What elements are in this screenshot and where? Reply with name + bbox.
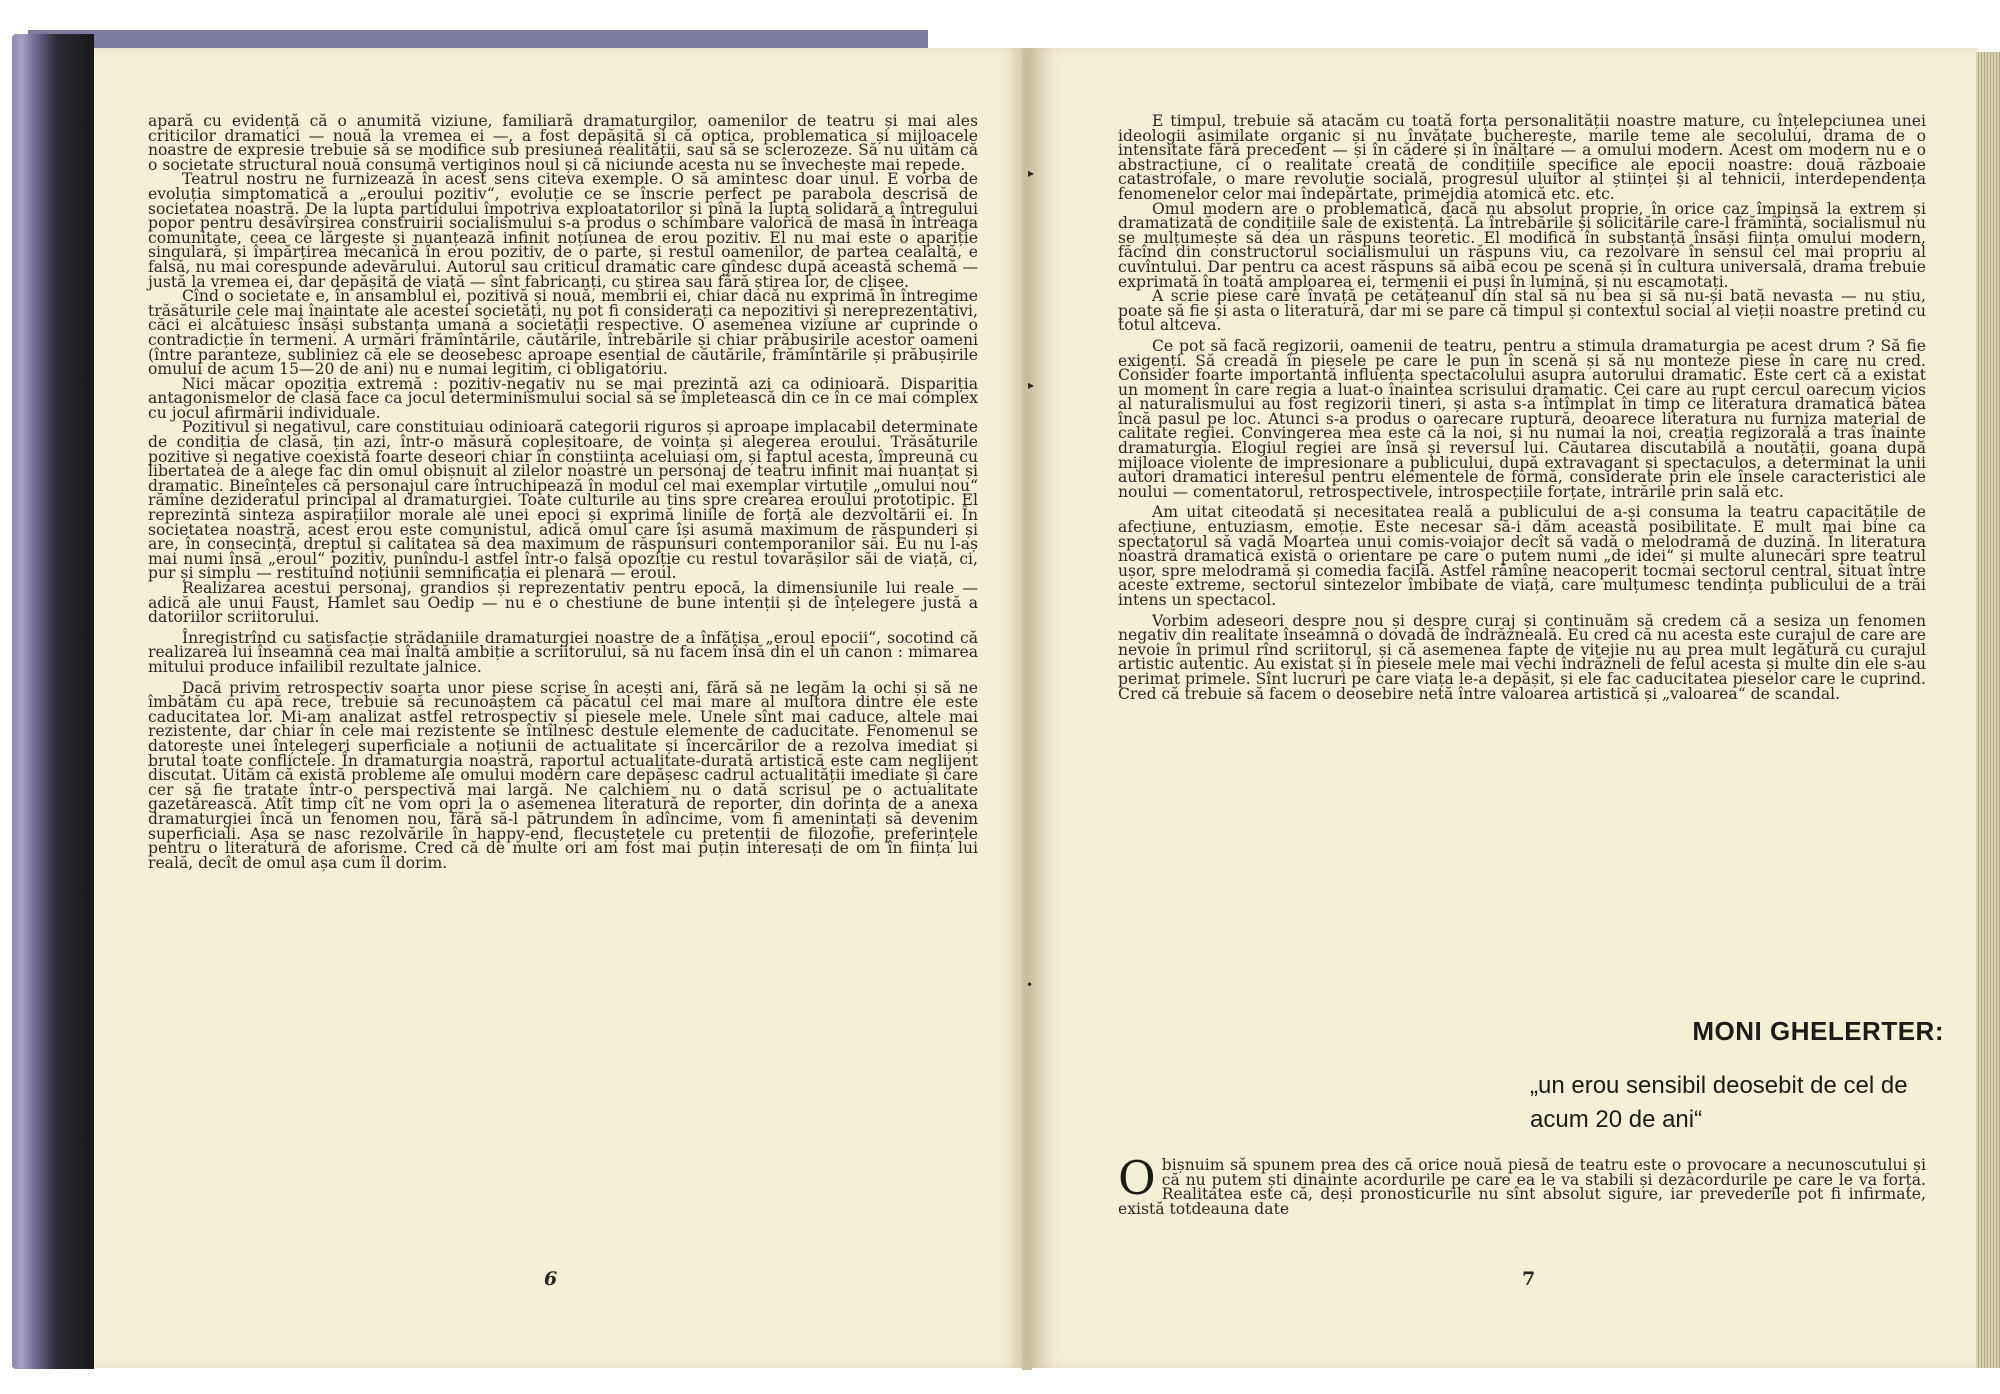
right-paragraph-1: E timpul, trebuie să atacăm cu toată forța personalității noastre mature, cu înțelepciunea unei ideologii asimilate organic și nu învățate bucherește, marile teme ale secolului, drama de o intensitate fără precedent — și în cădere și în înălțare — a omului modern. Acest om modern nu e o abstracțiune, ci o realitate creată de condițiile specifice ale epocii noastre: două războaie catastrofale, o mare revoluție socială, progresul uluitor al științei și al tehnicii, interdependența fenomenelor celor mai îndepărtate, primejdia atomică etc. etc. — [1118, 112, 1926, 203]
right-paragraph-3: A scrie piese care învață pe cetățeanul din stal să nu bea și să nu-și bată nevasta — nu știu, poate să fie și asta o literatură, dar mi se pare că timpul și contextul social al vieții noastre pretind cu totul altceva. — [1118, 287, 1926, 335]
right-page-text — [1118, 114, 1926, 701]
right-paragraph-4: Ce pot să facă regizorii, oamenii de teatru, pentru a stimula dramaturgia pe acest drum ? Să fie exigenți. Să creadă în piesele pe care le pun în scenă și să nu monteze piese în care nu cred. Consider foarte importantă influența spectacolului asupra autorului dramatic. Este cert că a existat un moment în care regia a luat-o înaintea scrisului dramatic. Cei care au rupt cercul oarecum vicios al naturalismului au fost regizorii tineri, și asta s-a întîmplat în timp ce literatura dramatică bătea încă pasul pe loc. Atunci s-a produs o oarecare ruptură, deoarece literatura nu furniza material de calitate regiei. Convingerea mea este că la noi, și nu numai la noi, creația regizorală a tras înainte dramaturgia. Elogiul regiei are însă și reversul lui. Căutarea discutabilă a noutății, goana după mijloace violente de impresionare a publicului, după extravagant și spectaculos, a determinat la unii autori dramatici interesul pentru elementele de formă, considerate prin ele însele caracteristici ale noului — comentatorul, retrospectivele, introspecțiile forțate, intrările prin sală etc. — [1118, 336, 1926, 501]
page-number-right: 7 — [1522, 1268, 1536, 1290]
right-paragraph-6: Vorbim adeseori despre nou și despre curaj și continuăm să credem că a sesiza un fenomen negativ din realitate înseamnă o dovadă de îndrăzneală. Eu cred că nu acesta este curajul de care are nevoie în primul rînd scriitorul, și că asemenea fapte de vitejie nu au prea mult legătură cu curajul artistic autentic. Au existat și în piesele mele mai vechi îndrăzneli de felul acesta și multe din ele s-au perimat primele. Sînt lucruri pe care viața le-a depășit, și ele fac caducitatea pieselor care le cuprind. Cred că trebuie să facem o deosebire netă între valoarea artistică și „valoarea“ de scandal. — [1118, 611, 1926, 703]
left-page — [94, 48, 1024, 1368]
left-paragraph-4: Nici măcar opoziția extremă : pozitiv-negativ nu se mai prezintă azi ca odinioară. Dispariția antagonismelor de clasă face ca jocul determinismului social să se împletească din ce în ce mai complex cu jocul afirmării individuale. — [148, 374, 978, 422]
page-number-left: 6 — [544, 1268, 558, 1290]
left-paragraph-8: Dacă privim retrospectiv soarta unor piese scrise în acești ani, fără să ne legăm la ochi și să ne îmbătăm cu apă rece, trebuie să recunoaștem că păcatul cel mai mare al multora dintre ele este caducitatea lor. Mi-am analizat astfel retrospectiv și piesele mele. Unele sînt mai caduce, altele mai rezistente, dar chiar în cele mai rezistente se întîlnesc destule elemente de caducitate. Fenomenul se datorește unei înțelegeri superficiale a noțiunii de actualitate și încercărilor de a rezolva imediat și brutal toate conflictele. În dramaturgia noastră, raportul actualitate-durată artistică este cam neglijent discutat. Uităm că există probleme ale omului modern care depășesc cadrul actualității imediate și care cer să fie tratate într-o perspectivă mai largă. Ne calchiem nu o dată scrisul pe o actualitate gazetărească. Atît timp cît ne vom opri la o asemenea literatură de reporter, din dorința de a anexa dramaturgiei încă un fenomen nou, fără să-l pătrundem în adîncime, vom fi amenințați să devenim superficiali. Așa se nasc rezolvările în happy-end, flecuștețele cu pretenții de filozofie, preferințele pentru o literatură de aforisme. Cred că de multe ori am fost mai puțin interesați de om în ființa lui reală, decît de omul așa cum îl dorim. — [148, 678, 978, 872]
drop-cap: O — [1118, 1151, 1156, 1205]
left-paragraph-7: Înregistrînd cu satisfacție strădaniile dramaturgiei noastre de a înfățișa „eroul epocii“, socotind că realizarea lui înseamnă cea mai înaltă ambiție a scriitorului, să nu facem însă din el un canon : mimarea mitului produce infailibil rezultate jalnice. — [148, 628, 978, 676]
article-subtitle — [1530, 1069, 1944, 1137]
book-binding — [12, 34, 94, 1369]
article-subtitle-line-2: acum 20 de ani“ — [1530, 1106, 1703, 1133]
binding-mark: ▸ — [1028, 378, 1035, 392]
left-paragraph-6: Realizarea acestui personaj, grandios și reprezentativ pentru epocă, la dimensiunile lui reale — adică ale unui Faust, Hamlet sau Oedip — nu e o chestiune de bune intenții și de înțelegere justă a datoriilor scriitorului. — [148, 579, 978, 627]
author-name: MONI GHELERTER: — [1692, 1016, 1944, 1046]
binding-mark: • — [1026, 978, 1034, 992]
left-page-text — [148, 114, 978, 870]
left-paragraph-5: Pozitivul și negativul, care constituiau odinioară categorii riguros și aproape implacabil determinate de condiția de clasă, țin azi, într-o măsură copleșitoare, de voința și alegerea eroului. Trăsăturile pozitive și negative coexistă foarte deseori chiar în conștiința aceluiași om, și faptul acesta, împreună cu libertatea de a alege fac din omul obișnuit al zilelor noastre un personaj de teatru infinit mai nuanțat și dramatic. Bineînțeles că personajul care întruchipează în modul cel mai exemplar virtuțile „omului nou“ rămîne dezideratul principal al dramaturgiei. Toate culturile au tins spre crearea eroului prototipic. El reprezintă sinteza aspirațiilor morale ale unei epoci și exprimă liniile de forță ale dezvoltării ei. În societatea noastră, acest erou este comunistul, adică omul care își asumă maximum de răspunderi și are, în consecință, dreptul și calitatea să dea maximum de răspunsuri contemporanilor săi. Eu nu l-aș mai numi însă „eroul“ pozitiv, punîndu-l astfel într-o falsă opoziție cu restul tovarășilor săi de viață, ci, pur și simplu — restituind noțiunii semnificația ei plenară — eroul. — [148, 418, 978, 583]
left-paragraph-1: apară cu evidență că o anumită viziune, familiară dramaturgilor, oamenilor de teatru și mai ales criticilor dramatici — nouă la vremea ei —, a fost depășită și că optica, problematica și mijloacele noastre de expresie trebuie să se modifice sub presiunea realității, sau să se sclerozeze. Să nu uităm că o societate structural nouă consumă vertiginos noul și că niciunde acesta nu se învechește mai repede. — [148, 112, 978, 174]
right-page — [1026, 48, 1978, 1368]
article-subtitle-line-1: „un erou sensibil deosebit de cel de — [1530, 1072, 1908, 1099]
article-intro — [1118, 1151, 1926, 1218]
left-paragraph-3: Cînd o societate e, în ansamblul ei, pozitivă și nouă, membrii ei, chiar dacă nu exprimă în întregime trăsăturile cele mai înaintate ale acestei societăți, nu pot fi considerați ca nepozitivi și nereprezentativi, căci ei alcătuiesc însăși substanța umană a societății respective. O asemenea viziune ar cuprinde o contradicție în termeni. A urmări frămîntările, căutările, întrebările și chiar prăbușirile acestor oameni (între paranteze, subliniez că ele se deosebesc aproape esențial de căutările, frămîntările și prăbușirile omului de acum 15—20 de ani) nu e numai legitim, ci obligatoriu. — [148, 287, 978, 379]
book-page-edges — [1976, 52, 2000, 1368]
left-paragraph-2: Teatrul nostru ne furnizează în acest sens citeva exemple. O să amintesc doar unul. E vorba de evoluția simptomatică a „eroului pozitiv“, evoluție ce se înscrie perfect pe parabola descrisă de societatea noastră. De la lupta partidului împotriva exploatatorilor și pînă la lupta solidară a întregului popor pentru desăvîrșirea construirii socialismului s-a produs o schimbare valorică de masă în întreaga comunitate, ceea ce lărgește și nuanțează infinit noțiunea de erou pozitiv. El nu mai este o apariție singulară, și împărțirea mecanică în erou pozitiv, de o parte, și restul oamenilor, de partea cealaltă, e falsă, nu mai corespunde adevărului. Autorul sau criticul dramatic care gîndesc după această schemă — justă la vremea ei, dar depășită de viață — sînt fabricanți, cu știrea sau fără știrea lor, de clișee. — [148, 170, 978, 291]
binding-mark: ▸ — [1028, 166, 1035, 180]
right-paragraph-5: Am uitat citeodată și necesitatea reală a publicului de a-și consuma la teatru capacitățile de afecțiune, entuziasm, emoție. Este necesar să-i dăm această posibilitate. E mult mai bine ca spectatorul să vadă Moartea unui comis-voiajor decît să vadă o melodramă de duzină. În literatura noastră dramatică există o orientare pe care o putem numi „de idei“ și multe alunecări spre teatrul ușor, spre melodramă și comedia facilă. Astfel rămîne neacoperit tocmai sectorul central, situat între aceste extreme, sectorul sintezelor îmbibate de viață, care mulțumesc tendința publicului de a trăi intens un spectacol. — [1118, 503, 1926, 609]
right-paragraph-2: Omul modern are o problematică, dacă nu absolut proprie, în orice caz împinsă la extrem și dramatizată de condițiile sale de existență. La întrebările și solicitările care-l frămîntă, socialismul nu se mulțumește să dea un răspuns teoretic. El modifică în substanță însăși ființa omului modern, făcînd din constructorul socialismului un răspuns viu, ca rezolvare în sensul cel mai propriu al cuvîntului. Dar pentru ca acest răspuns să aibă ecou pe scenă și în cultura universală, drama trebuie exprimată în toată amploarea ei, termenii ei puși în lumină, și nu escamotați. — [1118, 199, 1926, 291]
book-cover-edge — [28, 30, 928, 48]
article-intro-text: bișnuim să spunem prea des că orice nouă piesă de teatru este o provocare a necunoscutului și că nu putem ști dinainte acordurile pe care ea le va stabili și dezacordurile pe care le va forța. Realitatea este că, deși pronosticurile nu sînt absolut sigure, iar prevederile pot fi infirmate, există totdeauna date — [1118, 1156, 1926, 1218]
article-heading — [1464, 1016, 1944, 1137]
